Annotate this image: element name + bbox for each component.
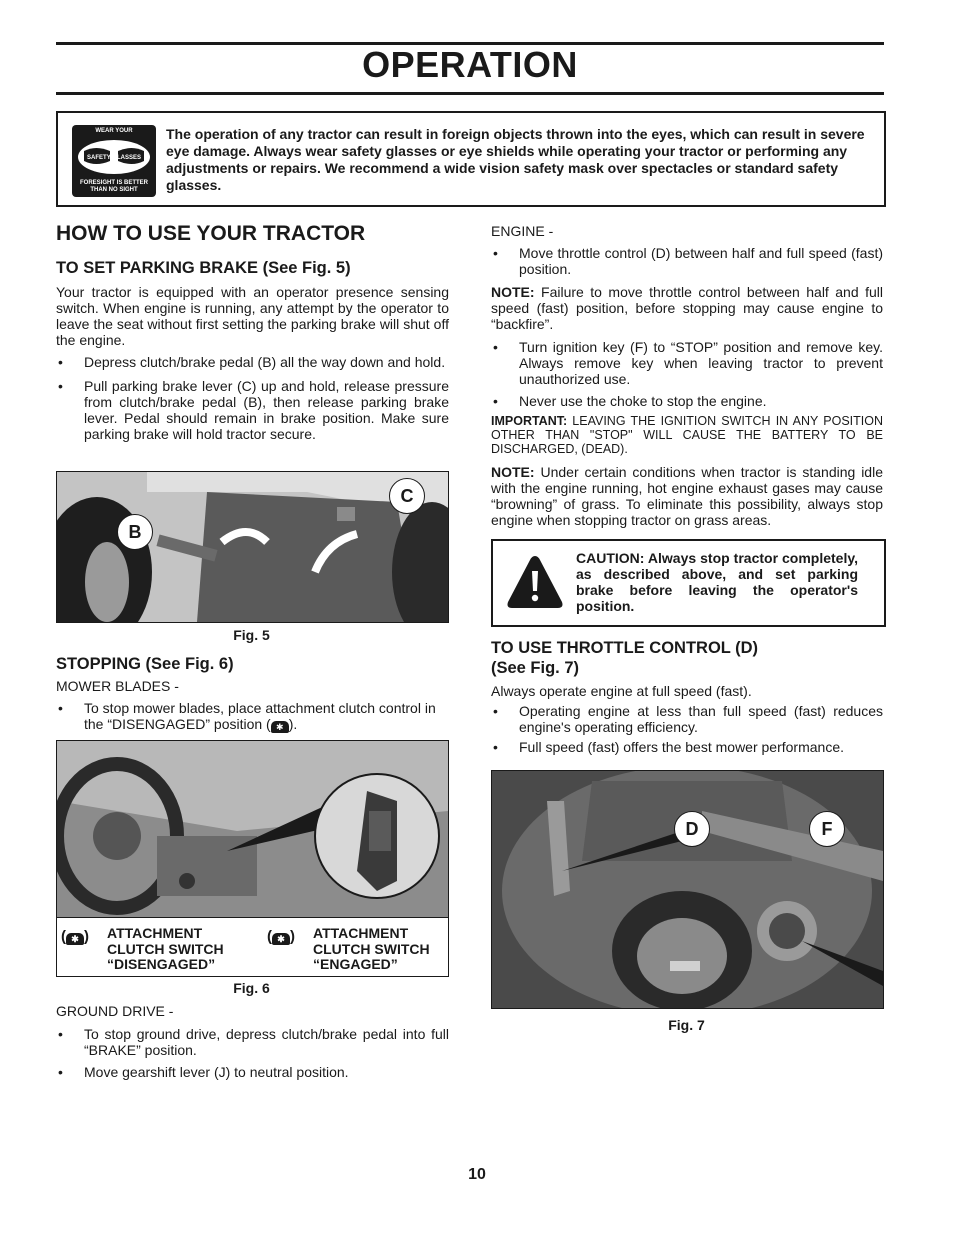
note-browning: NOTE: Under certain conditions when tractor is standing idle with the engine running, hot engine exhaust gases may cause “browning” of grass. To eliminate this possibility, always stop engine when stopping tractor on grass areas. — [491, 464, 883, 528]
list-item: • Pull parking brake lever (C) up and hold, release pressure from clutch/brake pedal (B), then release parking brake lever. Pedal should remain in brake position. Make sure parking brake will hold tractor secure. — [56, 378, 449, 442]
parking-brake-heading: TO SET PARKING BRAKE (See Fig. 5) — [56, 259, 351, 277]
list-item: • Move throttle control (D) between half and full speed (fast) position. — [491, 245, 883, 277]
throttle-illustration — [492, 771, 883, 1008]
list-item: • To stop mower blades, place attachment clutch control in the “DISENGAGED” position ( ✱ ). — [56, 700, 449, 733]
disengaged-clutch-icon: ✱ — [271, 721, 289, 733]
dashboard-illustration — [57, 741, 448, 918]
stopping-heading: STOPPING (See Fig. 6) — [56, 655, 234, 673]
figure-5-parking-brake — [56, 471, 449, 623]
note-backfire: NOTE: Failure to move throttle control between half and full speed (fast) position, before stopping may cause engine to “backfire”. — [491, 284, 883, 332]
ground-drive-bullets — [56, 1026, 449, 1080]
callout-c: C — [389, 478, 425, 514]
important-note: IMPORTANT: LEAVING THE IGNITION SWITCH IN ANY POSITION OTHER THAN "STOP" WILL CAUSE THE BATTERY TO BE DISCHARGED, (DEAD). — [491, 414, 883, 456]
engine-label: ENGINE - — [491, 223, 554, 239]
safety-glasses-badge: WEAR YOUR SAFETY GLASSES FORESIGHT IS BETTER THAN NO SIGHT — [72, 125, 156, 197]
caution-box — [491, 539, 886, 627]
page-number: 10 — [468, 1166, 486, 1183]
list-item: • Depress clutch/brake pedal (B) all the way down and hold. — [56, 354, 449, 370]
list-item: • To stop ground drive, depress clutch/brake pedal into full “BRAKE” position. — [56, 1026, 449, 1058]
list-item: • Operating engine at less than full speed (fast) reduces engine's operating efficiency. — [491, 703, 883, 735]
engine-bullet — [491, 245, 883, 277]
disengaged-symbol: ( ✱ ) — [61, 928, 89, 945]
ignition-bullets — [491, 339, 883, 409]
safety-warning-box — [56, 111, 886, 207]
figure-6-caption: Fig. 6 — [233, 980, 270, 996]
parking-brake-intro: Your tractor is equipped with an operator presence sensing switch. When engine is running, any attempt by the operator to leave the seat without first setting the parking brake will shut off the engine. — [56, 284, 449, 348]
figure-7-caption: Fig. 7 — [668, 1017, 705, 1033]
engaged-clutch-icon: ✱ — [272, 933, 290, 945]
ground-drive-label: GROUND DRIVE - — [56, 1003, 174, 1019]
mower-blades-bullet — [56, 700, 449, 733]
list-item: • Turn ignition key (F) to “STOP” position and remove key. Always remove key when leaving tractor to prevent unauthorized use. — [491, 339, 883, 387]
callout-f: F — [809, 811, 845, 847]
engaged-label: ATTACHMENT CLUTCH SWITCH “ENGAGED” — [313, 925, 430, 972]
mower-blades-label: MOWER BLADES - — [56, 678, 179, 694]
list-item: • Never use the choke to stop the engine. — [491, 393, 883, 409]
section-heading-how-to-use: HOW TO USE YOUR TRACTOR — [56, 222, 366, 245]
page-title: OPERATION — [362, 44, 578, 85]
throttle-bullets — [491, 703, 883, 755]
engaged-symbol: ( ✱ ) — [267, 928, 295, 945]
safety-glasses-icon — [76, 137, 152, 177]
figure-7-throttle — [491, 770, 884, 1009]
callout-d: D — [674, 811, 710, 847]
safety-warning-text: The operation of any tractor can result in foreign objects thrown into the eyes, which can result in severe eye damage. Always wear safety glasses or eye shields while operating your tractor or performing any adjustments or repairs. We recommend a wide vision safety mask over spectacles or standard safety glasses. — [166, 126, 865, 193]
disengaged-label: ATTACHMENT CLUTCH SWITCH “DISENGAGED” — [107, 925, 224, 972]
callout-b: B — [117, 514, 153, 550]
figure-6-clutch-switch — [56, 740, 449, 977]
warning-triangle-icon — [505, 553, 565, 611]
disengaged-clutch-icon: ✱ — [66, 933, 84, 945]
list-item: • Move gearshift lever (J) to neutral position. — [56, 1064, 449, 1080]
clutch-switch-legend — [57, 917, 448, 976]
title-rule — [56, 92, 884, 95]
throttle-heading: TO USE THROTTLE CONTROL (D) (See Fig. 7) — [491, 639, 759, 677]
figure-5-caption: Fig. 5 — [233, 627, 270, 643]
caution-text: CAUTION: Always stop tractor completely, as described above, and set parking brake before leaving the operator's position. — [576, 550, 858, 614]
parking-brake-bullets — [56, 354, 449, 442]
svg-text:SAFETY GLASSES: SAFETY GLASSES — [87, 155, 141, 161]
throttle-intro: Always operate engine at full speed (fast). — [491, 683, 752, 699]
list-item: • Full speed (fast) offers the best mower performance. — [491, 739, 883, 755]
